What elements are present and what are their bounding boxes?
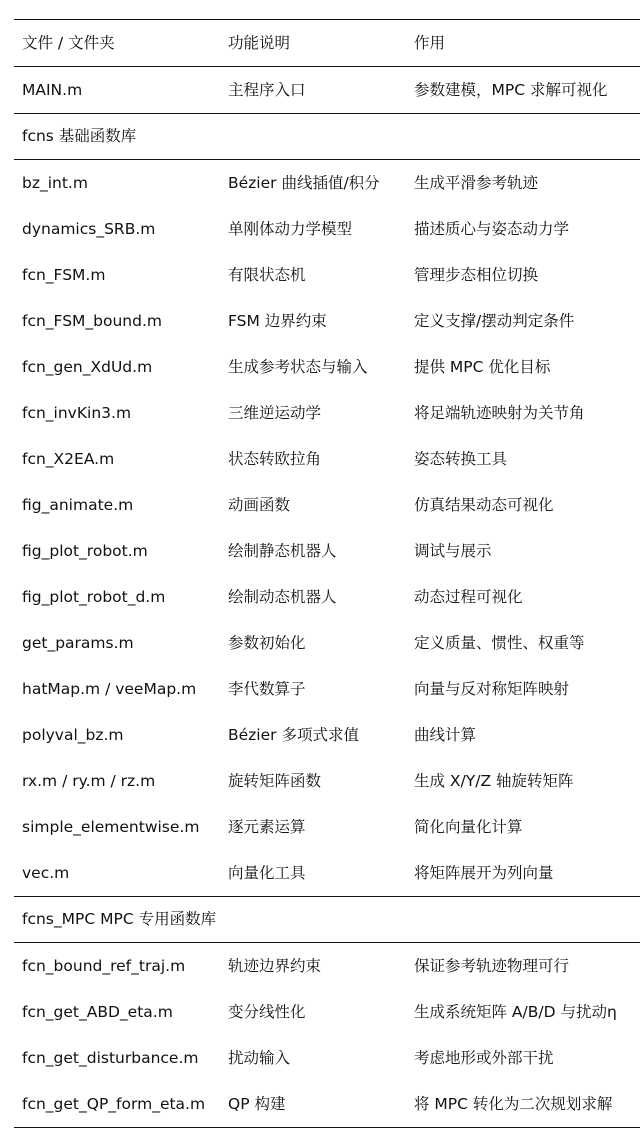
cell-function: 动画函数 [228, 495, 291, 514]
cell-file-name: fcn_gen_XdUd.m [22, 357, 153, 376]
cell-purpose: 生成平滑参考轨迹 [414, 173, 539, 192]
cell-file-name: fcn_bound_ref_traj.m [22, 956, 186, 975]
cell-purpose: 管理步态相位切换 [414, 265, 539, 284]
header-function-description: 功能说明 [220, 20, 406, 67]
table-row [14, 206, 640, 252]
table-row [14, 252, 640, 298]
cell-file-name: fig_plot_robot.m [22, 541, 148, 560]
cell-function: 主程序入口 [228, 80, 306, 99]
table-row [14, 67, 640, 114]
cell-purpose: 姿态转换工具 [414, 449, 508, 468]
table-row [14, 482, 640, 528]
cell-function: 逐元素运算 [228, 817, 306, 836]
cell-purpose: 参数建模，MPC 求解可视化 [414, 80, 608, 99]
cell-file-name: fig_plot_robot_d.m [22, 587, 166, 606]
cell-function: 状态转欧拉角 [228, 449, 322, 468]
cell-purpose: 曲线计算 [414, 725, 477, 744]
cell-function: 旋转矩阵函数 [228, 771, 322, 790]
cell-file-name: polyval_bz.m [22, 725, 124, 744]
cell-purpose: 调试与展示 [414, 541, 492, 560]
cell-function: FSM 边界约束 [228, 311, 327, 330]
cell-function: Bézier 多项式求值 [228, 725, 359, 744]
cell-function: 向量化工具 [228, 863, 306, 882]
cell-function: 有限状态机 [228, 265, 306, 284]
cell-function: 轨迹边界约束 [228, 956, 322, 975]
cell-function: 李代数算子 [228, 679, 306, 698]
table-row [14, 943, 640, 990]
table-row [14, 298, 640, 344]
cell-purpose: 生成系统矩阵 A/B/D 与扰动η [414, 1002, 617, 1021]
table-header-row [14, 20, 640, 67]
table-row [14, 620, 640, 666]
cell-purpose: 定义支撑/摆动判定条件 [414, 311, 575, 330]
cell-file-name: fcn_get_ABD_eta.m [22, 1002, 173, 1021]
cell-file-name: get_params.m [22, 633, 134, 652]
cell-function: Bézier 曲线插值/积分 [228, 173, 380, 192]
section-label: fcns 基础函数库 [14, 114, 640, 160]
cell-function: 生成参考状态与输入 [228, 357, 368, 376]
file-function-table [14, 19, 640, 1128]
section-row [14, 897, 640, 943]
cell-function: 三维逆运动学 [228, 403, 322, 422]
table-row [14, 390, 640, 436]
table-row [14, 436, 640, 482]
section-label: fcns_MPC MPC 专用函数库 [14, 897, 640, 943]
cell-purpose: 动态过程可视化 [414, 587, 523, 606]
cell-purpose: 定义质量、惯性、权重等 [414, 633, 585, 652]
cell-function: 扰动输入 [228, 1048, 291, 1067]
cell-file-name: fcn_X2EA.m [22, 449, 115, 468]
header-purpose: 作用 [406, 20, 640, 67]
cell-function: 变分线性化 [228, 1002, 306, 1021]
cell-file-name: dynamics_SRB.m [22, 219, 156, 238]
cell-file-name: vec.m [22, 863, 70, 882]
table-row [14, 528, 640, 574]
table-row [14, 1081, 640, 1128]
cell-purpose: 保证参考轨迹物理可行 [414, 956, 570, 975]
table-row [14, 1035, 640, 1081]
table-row [14, 989, 640, 1035]
section-row [14, 114, 640, 160]
cell-purpose: 简化向量化计算 [414, 817, 523, 836]
cell-file-name: simple_elementwise.m [22, 817, 200, 836]
cell-file-name: fcn_get_disturbance.m [22, 1048, 199, 1067]
cell-function: 参数初始化 [228, 633, 306, 652]
cell-function: 单刚体动力学模型 [228, 219, 353, 238]
table-row [14, 758, 640, 804]
cell-purpose: 生成 X/Y/Z 轴旋转矩阵 [414, 771, 574, 790]
cell-file-name: hatMap.m / veeMap.m [22, 679, 197, 698]
cell-file-name: fcn_get_QP_form_eta.m [14, 1081, 220, 1128]
table-body [14, 20, 640, 1128]
cell-file-name: fcn_invKin3.m [22, 403, 132, 422]
cell-purpose: 提供 MPC 优化目标 [414, 357, 551, 376]
cell-file-name: fcn_FSM.m [22, 265, 106, 284]
cell-file-name: MAIN.m [22, 80, 83, 99]
cell-purpose: 描述质心与姿态动力学 [414, 219, 570, 238]
table-row [14, 666, 640, 712]
cell-purpose: 向量与反对称矩阵映射 [414, 679, 570, 698]
cell-function: 绘制静态机器人 [228, 541, 337, 560]
table-row [14, 712, 640, 758]
cell-purpose: 考虑地形或外部干扰 [414, 1048, 554, 1067]
table-row [14, 850, 640, 897]
table-row [14, 160, 640, 207]
cell-function: 绘制动态机器人 [228, 587, 337, 606]
cell-file-name: fig_animate.m [22, 495, 134, 514]
cell-file-name: rx.m / ry.m / rz.m [22, 771, 156, 790]
header-file-folder: 文件 / 文件夹 [14, 20, 220, 67]
cell-file-name: fcn_FSM_bound.m [22, 311, 162, 330]
table-row [14, 344, 640, 390]
table-row [14, 804, 640, 850]
cell-purpose: 将 MPC 转化为二次规划求解 [406, 1081, 640, 1128]
cell-purpose: 将矩阵展开为列向量 [414, 863, 554, 882]
cell-function: QP 构建 [220, 1081, 406, 1128]
cell-purpose: 将足端轨迹映射为关节角 [414, 403, 585, 422]
cell-file-name: bz_int.m [22, 173, 88, 192]
table-row [14, 574, 640, 620]
cell-purpose: 仿真结果动态可视化 [414, 495, 554, 514]
